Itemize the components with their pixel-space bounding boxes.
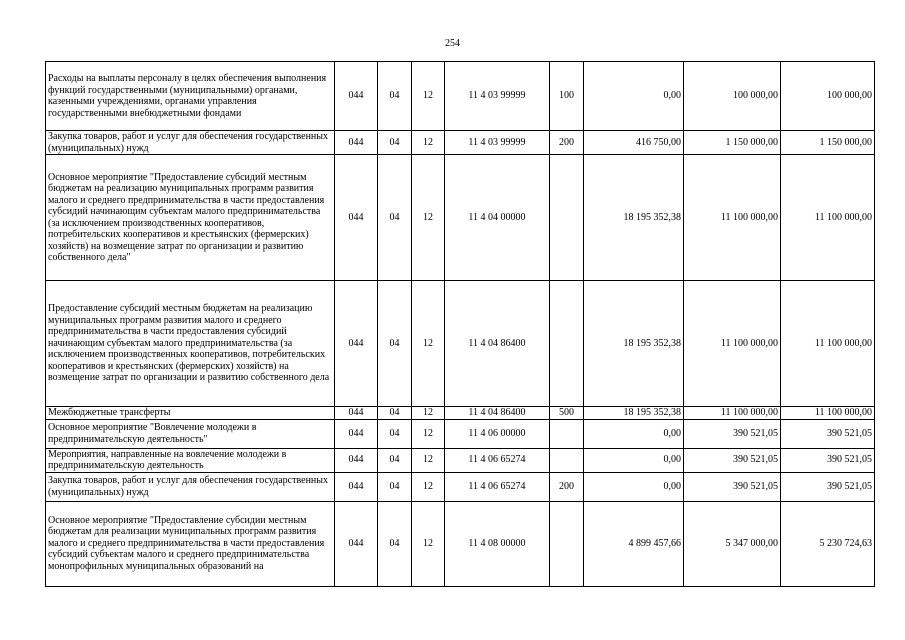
amount-year-1: 0,00: [584, 448, 684, 472]
table-row: [46, 448, 875, 472]
section-code: 04: [378, 131, 412, 155]
section-code: 04: [378, 281, 412, 407]
expense-type-code: [550, 419, 584, 448]
table-body: [46, 62, 875, 587]
amount-year-1: 416 750,00: [584, 131, 684, 155]
ministry-code: 044: [335, 155, 378, 281]
target-article-code: 11 4 04 00000: [445, 155, 550, 281]
target-article-code: 11 4 03 99999: [445, 131, 550, 155]
amount-year-2: 5 347 000,00: [684, 501, 781, 586]
row-description: Межбюджетные трансферты: [46, 407, 335, 420]
subsection-code: 12: [412, 448, 445, 472]
amount-year-3: 11 100 000,00: [781, 155, 875, 281]
ministry-code: 044: [335, 281, 378, 407]
ministry-code: 044: [335, 448, 378, 472]
section-code: 04: [378, 407, 412, 420]
amount-year-2: 390 521,05: [684, 472, 781, 501]
subsection-code: 12: [412, 472, 445, 501]
amount-year-2: 100 000,00: [684, 62, 781, 131]
amount-year-1: 0,00: [584, 472, 684, 501]
section-code: 04: [378, 472, 412, 501]
amount-year-1: 4 899 457,66: [584, 501, 684, 586]
amount-year-1: 18 195 352,38: [584, 155, 684, 281]
table-row: [46, 281, 875, 407]
row-description: Основное мероприятие "Предоставление субсидий местным бюджетам на реализацию муниципальных программ развития малого и среднего предпринимательства в части предоставления субсидий начинающим субъектам малого предпринимательства (за исключением производственных кооперативов, потребительских кооперативов и крестьянских (фермерских) хозяйств) на возмещение затрат по организации и развитию собственного дела": [46, 155, 335, 281]
subsection-code: 12: [412, 419, 445, 448]
ministry-code: 044: [335, 62, 378, 131]
section-code: 04: [378, 419, 412, 448]
row-description: Мероприятия, направленные на вовлечение молодежи в предпринимательскую деятельность: [46, 448, 335, 472]
table-row: [46, 419, 875, 448]
amount-year-1: 0,00: [584, 62, 684, 131]
amount-year-3: 1 150 000,00: [781, 131, 875, 155]
subsection-code: 12: [412, 501, 445, 586]
amount-year-3: 100 000,00: [781, 62, 875, 131]
page-number: 254: [445, 38, 460, 49]
table-row: [46, 501, 875, 586]
target-article-code: 11 4 06 65274: [445, 472, 550, 501]
subsection-code: 12: [412, 131, 445, 155]
amount-year-2: 390 521,05: [684, 419, 781, 448]
expense-type-code: 200: [550, 131, 584, 155]
expense-type-code: 100: [550, 62, 584, 131]
section-code: 04: [378, 448, 412, 472]
amount-year-2: 11 100 000,00: [684, 407, 781, 420]
table-row: [46, 62, 875, 131]
row-description: Закупка товаров, работ и услуг для обеспечения государственных (муниципальных) нужд: [46, 472, 335, 501]
amount-year-3: 390 521,05: [781, 419, 875, 448]
expense-type-code: [550, 448, 584, 472]
row-description: Расходы на выплаты персоналу в целях обеспечения выполнения функций государственными (муниципальными) органами, казенными учреждениями, органами управления государственными внебюджетными фондами: [46, 62, 335, 131]
table-row: [46, 407, 875, 420]
row-description: Основное мероприятие "Предоставление субсидии местным бюджетам для реализации муниципальных программ развития малого и среднего предпринимательства в части предоставления субсидий субъектам малого и среднего предпринимательства монопрофильных муниципальных образований на: [46, 501, 335, 586]
target-article-code: 11 4 04 86400: [445, 281, 550, 407]
subsection-code: 12: [412, 155, 445, 281]
amount-year-1: 18 195 352,38: [584, 281, 684, 407]
amount-year-2: 11 100 000,00: [684, 281, 781, 407]
subsection-code: 12: [412, 407, 445, 420]
table-row: [46, 131, 875, 155]
target-article-code: 11 4 04 86400: [445, 407, 550, 420]
amount-year-3: 11 100 000,00: [781, 281, 875, 407]
amount-year-3: 390 521,05: [781, 448, 875, 472]
expense-type-code: [550, 281, 584, 407]
expense-type-code: 200: [550, 472, 584, 501]
section-code: 04: [378, 501, 412, 586]
ministry-code: 044: [335, 501, 378, 586]
amount-year-3: 11 100 000,00: [781, 407, 875, 420]
subsection-code: 12: [412, 62, 445, 131]
section-code: 04: [378, 62, 412, 131]
amount-year-2: 390 521,05: [684, 448, 781, 472]
expense-type-code: [550, 155, 584, 281]
expense-type-code: [550, 501, 584, 586]
amount-year-3: 5 230 724,63: [781, 501, 875, 586]
ministry-code: 044: [335, 407, 378, 420]
amount-year-2: 1 150 000,00: [684, 131, 781, 155]
amount-year-2: 11 100 000,00: [684, 155, 781, 281]
section-code: 04: [378, 155, 412, 281]
expense-type-code: 500: [550, 407, 584, 420]
row-description: Закупка товаров, работ и услуг для обеспечения государственных (муниципальных) нужд: [46, 131, 335, 155]
ministry-code: 044: [335, 131, 378, 155]
table-row: [46, 155, 875, 281]
target-article-code: 11 4 03 99999: [445, 62, 550, 131]
amount-year-1: 0,00: [584, 419, 684, 448]
target-article-code: 11 4 08 00000: [445, 501, 550, 586]
target-article-code: 11 4 06 00000: [445, 419, 550, 448]
amount-year-3: 390 521,05: [781, 472, 875, 501]
subsection-code: 12: [412, 281, 445, 407]
row-description: Основное мероприятие "Вовлечение молодежи в предпринимательскую деятельность": [46, 419, 335, 448]
row-description: Предоставление субсидий местным бюджетам на реализацию муниципальных программ развития малого и среднего предпринимательства в части предоставления субсидий начинающим субъектам малого предпринимательства (за исключением производственных кооперативов, потребительских кооперативов и крестьянских (фермерских) хозяйств) на возмещение затрат по организации и развитию собственного дела: [46, 281, 335, 407]
target-article-code: 11 4 06 65274: [445, 448, 550, 472]
ministry-code: 044: [335, 419, 378, 448]
table-row: [46, 472, 875, 501]
budget-table: [45, 61, 875, 587]
amount-year-1: 18 195 352,38: [584, 407, 684, 420]
ministry-code: 044: [335, 472, 378, 501]
